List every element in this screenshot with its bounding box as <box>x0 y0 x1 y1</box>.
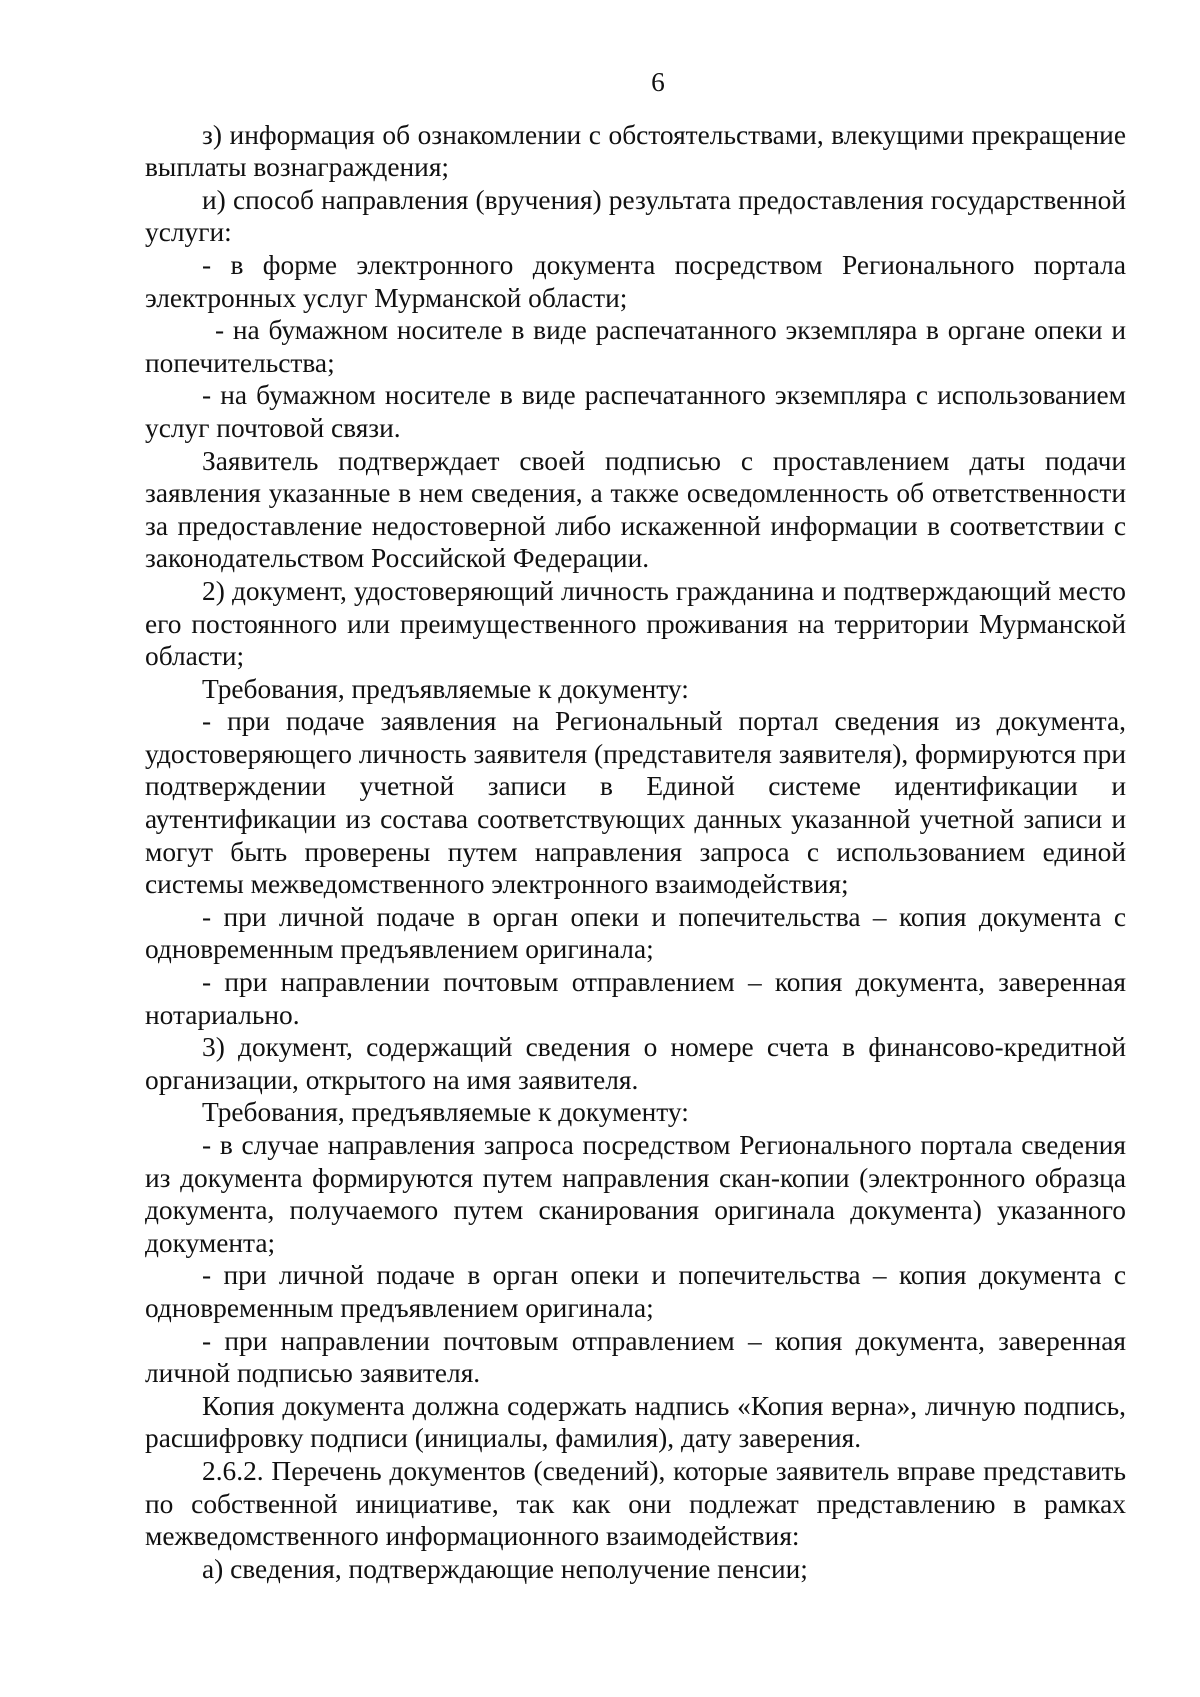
paragraph-paper-postal: - на бумажном носителе в виде распечатанного экземпляра с использованием услуг почтовой связи. <box>145 380 1126 443</box>
page-number: 6 <box>651 67 665 97</box>
paragraph-notice-termination: з) информация об ознакомлении с обстоятельствами, влекущими прекращение выплаты вознаграждения; <box>145 119 1126 183</box>
paragraph-personal-submission: - при личной подаче в орган опеки и попечительства – копия документа с одновременным предъявлением оригинала; <box>145 901 1126 965</box>
paragraph-section-2-6-2: 2.6.2. Перечень документов (сведений), которые заявитель вправе представить по собственной инициативе, так как они подлежат представлению в рамках межведомственного информационного взаимодействия: <box>145 1455 1126 1552</box>
paragraph-delivery-method: и) способ направления (вручения) результата предоставления государственной услуги: <box>145 184 1126 248</box>
paragraph-requirements-heading: Требования, предъявляемые к документу: <box>202 1097 689 1128</box>
paragraph-copy-certification: Копия документа должна содержать надпись «Копия верна», личную подпись, расшифровку подписи (инициалы, фамилия), дату заверения. <box>145 1390 1126 1454</box>
paragraph-requirements-heading: Требования, предъявляемые к документу: <box>202 673 689 704</box>
paragraph-pension-info: а) сведения, подтверждающие неполучение пенсии; <box>202 1553 808 1584</box>
paragraph-personal-submission: - при личной подаче в орган опеки и попечительства – копия документа с одновременным предъявлением оригинала; <box>145 1260 1126 1323</box>
paragraph-applicant-confirms: Заявитель подтверждает своей подписью с проставлением даты подачи заявления указанные в нем сведения, а также осведомленность об ответственности за предоставление недостоверной либо искаженной информации в соответствии с законодательством Российской Федерации. <box>145 445 1126 574</box>
paragraph-regional-portal-scan: - в случае направления запроса посредством Регионального портала сведения из документа формируются путем направления скан-копии (электронного образца документа, получаемого путем сканирования оригинала документа) указанного документа; <box>145 1130 1126 1258</box>
paragraph-bank-account-document: 3) документ, содержащий сведения о номере счета в финансово-кредитной организации, открытого на имя заявителя. <box>145 1032 1126 1095</box>
paragraph-postal-notarized: - при направлении почтовым отправлением – копия документа, заверенная нотариально. <box>145 967 1126 1030</box>
paragraph-electronic-document: - в форме электронного документа посредством Регионального портала электронных услуг Мурманской области; <box>145 249 1126 313</box>
paragraph-postal-signed: - при направлении почтовым отправлением – копия документа, заверенная личной подписью заявителя. <box>145 1325 1126 1389</box>
paragraph-regional-portal-identity: - при подаче заявления на Региональный портал сведения из документа, удостоверяющего личность заявителя (представителя заявителя), формируются при подтверждении учетной записи в Единой системе идентификации и аутентификации из состава соответствующих данных указанной учетной записи и могут быть проверены путем направления запроса с использованием единой системы межведомственного электронного взаимодействия; <box>145 706 1126 900</box>
paragraph-identity-document: 2) документ, удостоверяющий личность гражданина и подтверждающий место его постоянного или преимущественного проживания на территории Мурманской области; <box>145 575 1126 672</box>
paragraph-paper-guardianship: - на бумажном носителе в виде распечатанного экземпляра в органе опеки и попечительства; <box>145 315 1126 378</box>
